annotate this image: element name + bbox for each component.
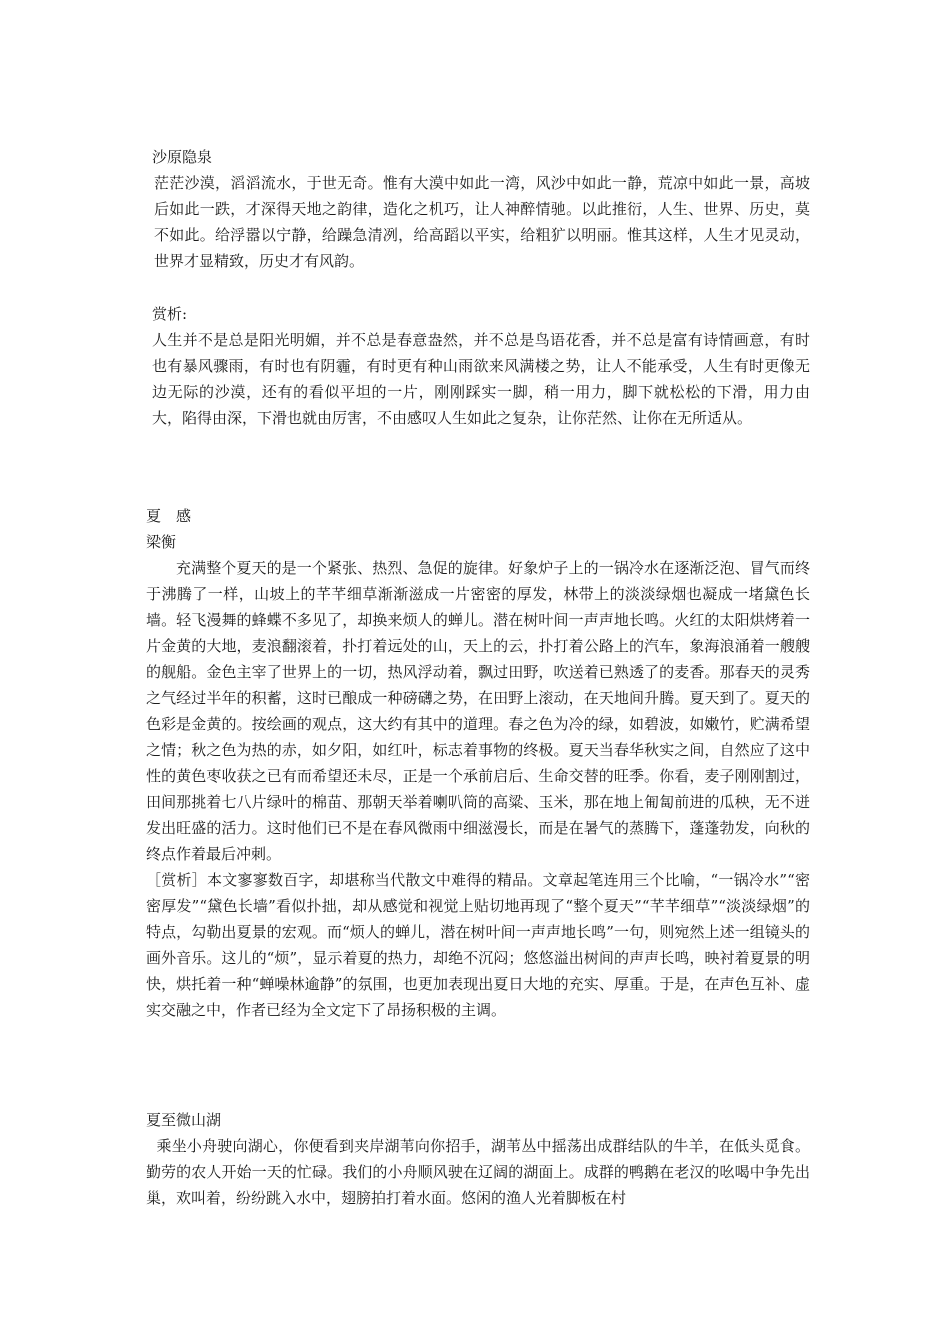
section-author: 梁衡 <box>146 533 177 551</box>
section-xia-zhi-wei-shan-hu <box>146 1107 810 1211</box>
section-sha-yuan-yin-quan <box>146 144 810 274</box>
section-body: 充满整个夏天的是一个紧张、热烈、急促的旋律。好象炉子上的一锅冷水在逐渐泛泡、冒气而终于沸腾了一样，山坡上的芊芊细草渐渐滋成一片密密的厚发，林带上的淡淡绿烟也凝成一堵黛色长墙。轻飞漫舞的蜂蝶不多见了，却换来烦人的蝉儿。潜在树叶间一声声地长鸣。火红的太阳烘烤着一片金黄的大地，麦浪翻滚着，扑打着远处的山，天上的云，扑打着公路上的汽车，象海浪涌着一艘艘的舰船。金色主宰了世界上的一切，热风浮动着，飘过田野，吹送着已熟透了的麦香。那春天的灵秀之气经过半年的积蓄，这时已酿成一种磅礴之势，在田野上滚动，在天地间升腾。夏天到了。夏天的色彩是金黄的。按绘画的观点，这大约有其中的道理。春之色为冷的绿，如碧波，如嫩竹，贮满希望之情；秋之色为热的赤，如夕阳，如红叶，标志着事物的终极。夏天当春华秋实之间，自然应了这中性的黄色枣收获之已有而希望还未尽，正是一个承前启后、生命交替的旺季。你看，麦子刚刚割过，田间那挑着七八片绿叶的棉苗、那朝天举着喇叭筒的高粱、玉米，那在地上匍匐前进的瓜秧，无不迸发出旺盛的活力。这时他们已不是在春风微雨中细滋漫长，而是在暑气的蒸腾下，蓬蓬勃发，向秋的终点作着最后冲刺。 <box>146 559 810 863</box>
section-analysis: ［赏析］本文寥寥数百字，却堪称当代散文中难得的精品。文章起笔连用三个比喻，“一锅冷水”“密密厚发”“黛色长墙”看似扑拙，却从感觉和视觉上贴切地再现了“整个夏天”“芊芊细草”“淡淡绿烟”的特点，勾勒出夏景的宏观。而“烦人的蝉儿，潜在树叶间一声声地长鸣”一句，则宛然上述一组镜头的画外音乐。这儿的“烦”，显示着夏的热力，却绝不沉闷；悠悠溢出树间的声声长鸣，映衬着夏景的明快，烘托着一种“蝉噪林逾静”的氛围，也更加表现出夏日大地的充实、厚重。于是，在声色互补、虚实交融之中，作者已经为全文定下了昂扬积极的主调。 <box>146 871 810 1019</box>
section-title: 夏至微山湖 <box>146 1111 222 1129</box>
section-title: 赏析: <box>152 305 188 323</box>
section-body: 乘坐小舟驶向湖心，你便看到夹岸湖苇向你招手，湖苇丛中摇荡出成群结队的牛羊，在低头觅食。勤劳的农人开始一天的忙碌。我们的小舟顺风驶在辽阔的湖面上。成群的鸭鹅在老汉的吆喝中争先出巢，欢叫着，纷纷跳入水中，翅膀拍打着水面。悠闲的渔人光着脚板在村 <box>146 1137 810 1207</box>
section-body: 茫茫沙漠，滔滔流水，于世无奇。惟有大漠中如此一湾，风沙中如此一静，荒凉中如此一景，高坡后如此一跌，才深得天地之韵律，造化之机巧，让人神醉情驰。以此推衍，人生、世界、历史，莫不如此。给浮嚣以宁静，给躁急清冽，给高蹈以平实，给粗犷以明丽。惟其这样，人生才见灵动，世界才显精致，历史才有风韵。 <box>154 174 810 270</box>
section-title: 沙原隐泉 <box>152 148 213 166</box>
section-xia-gan <box>146 503 810 1023</box>
section-title: 夏 感 <box>146 507 192 525</box>
section-body: 人生并不是总是阳光明媚，并不总是春意盎然，并不总是鸟语花香，并不总是富有诗情画意，有时也有暴风骤雨，有时也有阴霾，有时更有种山雨欲来风满楼之势，让人不能承受，人生有时更像无边无际的沙漠，还有的看似平坦的一片，刚刚踩实一脚，稍一用力，脚下就松松的下滑，用力由大，陷得由深，下滑也就由厉害，不由感叹人生如此之复杂，让你茫然、让你在无所适从。 <box>152 331 810 427</box>
section-analysis-1 <box>146 301 810 431</box>
